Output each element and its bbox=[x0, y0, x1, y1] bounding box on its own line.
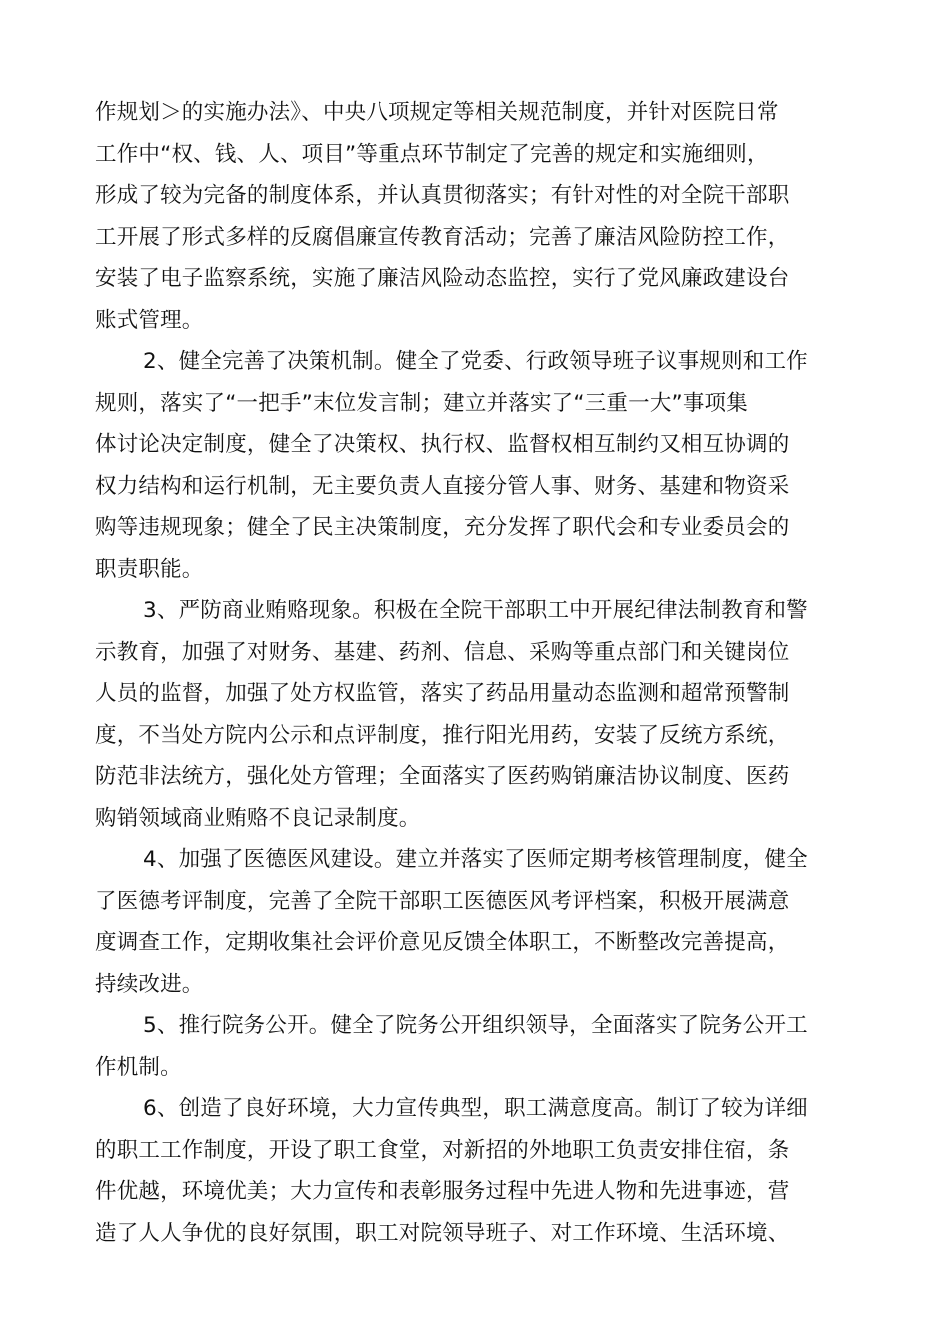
text-line: 工开展了形式多样的反腐倡廉宣传教育活动；完善了廉洁风险防控工作， bbox=[95, 224, 790, 250]
paragraph-5 bbox=[95, 1005, 855, 1088]
text-line: 5、推行院务公开。健全了院务公开组织领导，全面落实了院务公开工 bbox=[143, 1013, 808, 1038]
text-line: 3、严防商业贿赂现象。积极在全院干部职工中开展纪律法制教育和警 bbox=[143, 598, 808, 623]
text-line: 6、创造了良好环境，大力宣传典型，职工满意度高。制订了较为详细 bbox=[143, 1096, 808, 1121]
paragraph-4 bbox=[95, 839, 855, 1005]
text-line: 度调查工作，定期收集社会评价意见反馈全体职工，不断整改完善提高， bbox=[95, 930, 790, 955]
text-line: 持续改进。 bbox=[95, 971, 204, 997]
text-line: 作规划＞的实施办法》、中央八项规定等相关规范制度，并针对医院日常 bbox=[95, 100, 779, 125]
text-line: 了医德考评制度，完善了全院干部职工医德医风考评档案，积极开展满意 bbox=[95, 888, 790, 914]
text-line: 体讨论决定制度，健全了决策权、执行权、监督权相互制约又相互协调的 bbox=[95, 432, 790, 457]
text-line: 权力结构和运行机制，无主要负责人直接分管人事、财务、基建和物资采 bbox=[95, 473, 790, 499]
text-line: 安装了电子监察系统，实施了廉洁风险动态监控，实行了党风廉政建设台 bbox=[95, 266, 790, 291]
paragraph-intro-continued bbox=[95, 92, 855, 341]
document-body bbox=[95, 92, 855, 1254]
text-line: 职责职能。 bbox=[95, 556, 204, 582]
text-line: 4、加强了医德医风建设。建立并落实了医师定期考核管理制度，健全 bbox=[143, 847, 808, 872]
text-line: 作机制。 bbox=[95, 1054, 182, 1080]
text-line: 示教育，加强了对财务、基建、药剂、信息、采购等重点部门和关键岗位 bbox=[95, 639, 790, 665]
paragraph-6 bbox=[95, 1088, 855, 1254]
text-line: 的职工工作制度，开设了职工食堂，对新招的外地职工负责安排住宿，条 bbox=[95, 1137, 790, 1163]
text-line: 账式管理。 bbox=[95, 307, 204, 333]
paragraph-3 bbox=[95, 590, 855, 839]
paragraph-2 bbox=[95, 341, 855, 590]
text-line: 件优越，环境优美；大力宣传和表彰服务过程中先进人物和先进事迹，营 bbox=[95, 1179, 790, 1204]
text-line: 形成了较为完备的制度体系，并认真贯彻落实；有针对性的对全院干部职 bbox=[95, 183, 790, 208]
text-line: 造了人人争优的良好氛围，职工对院领导班子、对工作环境、生活环境、 bbox=[95, 1220, 790, 1246]
text-line: 2、健全完善了决策机制。健全了党委、行政领导班子议事规则和工作 bbox=[143, 349, 808, 374]
text-line: 人员的监督，加强了处方权监管，落实了药品用量动态监测和超常预警制 bbox=[95, 681, 790, 706]
text-line: 防范非法统方，强化处方管理；全面落实了医药购销廉洁协议制度、医药 bbox=[95, 764, 790, 789]
text-line: 购销领域商业贿赂不良记录制度。 bbox=[95, 805, 421, 831]
text-line: 工作中“权、钱、人、项目”等重点环节制定了完善的规定和实施细则， bbox=[95, 141, 769, 167]
text-line: 度，不当处方院内公示和点评制度，推行阳光用药，安装了反统方系统， bbox=[95, 722, 790, 748]
text-line: 规则，落实了“一把手”末位发言制；建立并落实了“三重一大”事项集 bbox=[95, 390, 748, 416]
text-line: 购等违规现象；健全了民主决策制度，充分发挥了职代会和专业委员会的 bbox=[95, 515, 790, 540]
